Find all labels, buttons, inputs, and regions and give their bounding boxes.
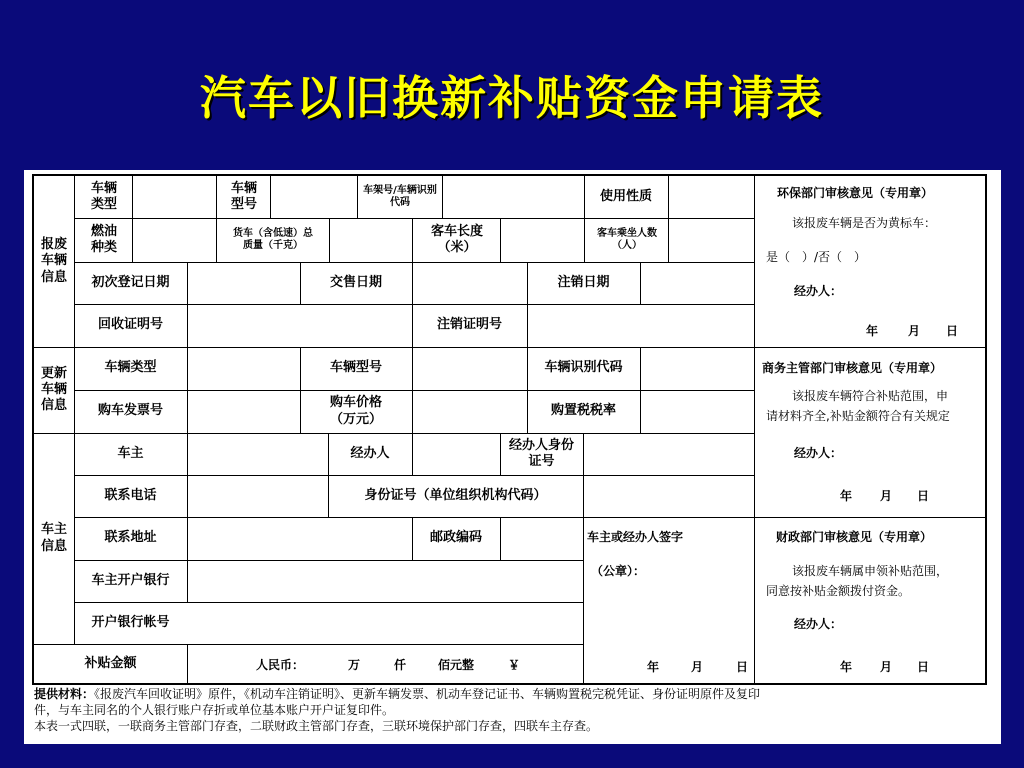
bank-label: 车主开户银行 [91,572,170,588]
subsidy-qian: 仟 [394,658,407,672]
footer-label: 提供材料： [34,687,95,701]
scrap-cancel-cert-label: 注销证明号 [436,317,502,333]
scrap-first-reg-label: 初次登记日期 [91,274,170,290]
env-question: 该报废车辆是否为黄标车： [792,216,937,230]
subsidy-yen: ￥ [508,658,521,672]
scrap-bus-length-label: 客车长度（米） [430,223,483,255]
agent-id-label: 经办人身份证号 [508,437,574,469]
subsidy-rmb: 人民币： [256,658,305,672]
commerce-text1: 该报废车辆符合补贴范围，申 [792,389,949,403]
new-price-label: 购车价格（万元） [329,395,382,427]
commerce-year: 年 [840,489,853,503]
finance-agent: 经办人： [794,617,843,631]
finance-day: 日 [917,660,930,674]
scrap-vehicle-type-label: 车辆类型 [90,180,117,212]
finance-month: 月 [880,660,893,674]
env-month: 月 [908,324,921,338]
env-title: 环保部门审核意见（专用章） [777,186,934,200]
application-form [32,174,987,685]
commerce-day: 日 [917,489,930,503]
sign-date-day: 日 [736,660,749,674]
scrap-use-nature-label: 使用性质 [599,188,652,204]
sign-date-month: 月 [691,660,704,674]
subsidy-label: 补贴金额 [84,656,137,672]
commerce-text2: 请材料齐全,补贴金额符合有关规定 [766,409,950,423]
new-vin-label: 车辆识别代码 [544,360,623,376]
sign-label: 车主或经办人签字 [587,530,684,544]
postcode-label: 邮政编码 [429,530,482,546]
scrap-fuel-type-label: 燃油种类 [90,223,117,255]
scrap-recycle-cert-label: 回收证明号 [97,317,163,333]
account-label: 开户银行帐号 [91,614,170,630]
footer-line-2: 件，与车主同名的个人银行账户存折或单位基本账户开户证复印件。 [34,703,395,717]
footer-notes [34,686,984,734]
env-year: 年 [866,324,879,338]
id-no-label: 身份证号（单位组织机构代码） [364,487,547,503]
scrap-truck-weight-label: 货车（含低速）总质量（千克） [233,227,313,251]
phone-label: 联系电话 [104,487,157,503]
agent-label: 经办人 [350,445,390,461]
scrap-bus-seats-label: 客车乘坐人数（人） [597,227,657,251]
owner-label: 车主 [117,445,144,461]
commerce-title: 商务主管部门审核意见（专用章） [762,361,943,375]
subsidy-wan: 万 [348,658,361,672]
commerce-agent: 经办人： [794,446,843,460]
scrap-vin-label: 车架号/车辆识别代码 [363,184,437,208]
section-owner-label: 车主信息 [40,522,67,554]
subsidy-bai: 佰元整 [438,658,475,672]
commerce-month: 月 [880,489,893,503]
finance-title: 财政部门审核意见（专用章） [776,530,933,544]
scrap-cancel-date-label: 注销日期 [557,274,610,290]
finance-text2: 同意按补贴金额拨付资金。 [766,584,911,598]
env-yesno: 是（ ）/否（ ） [766,250,867,264]
new-vehicle-type-label: 车辆类型 [104,360,157,376]
new-tax-rate-label: 购置税税率 [550,403,616,419]
section-scrap-label: 报废车辆信息 [40,237,67,285]
new-invoice-label: 购车发票号 [97,403,163,419]
new-vehicle-model-label: 车辆型号 [329,360,382,376]
footer-line-3: 本表一式四联，一联商务主管部门存查，二联财政主管部门存查，三联环境保护部门存查，四联车主存查。 [34,719,599,733]
seal-label: （公章）： [591,564,646,578]
sign-date-year: 年 [647,660,660,674]
page-title: 汽车以旧换新补贴资金申请表 [200,71,824,125]
env-day: 日 [946,324,959,338]
scrap-vehicle-model-label: 车辆型号 [230,180,257,212]
scrap-delivery-date-label: 交售日期 [329,274,382,290]
footer-text-1: 《报废汽车回收证明》原件，《机动车注销证明》、更新车辆发票、机动车登记证书、车辆购置税完税凭证、身份证明原件及复印 [94,687,761,701]
finance-text1: 该报废车辆属申领补贴范围， [792,564,949,578]
section-new-label: 更新车辆信息 [40,365,67,414]
finance-year: 年 [840,660,853,674]
footer-line-1 [34,686,984,702]
address-label: 联系地址 [104,530,157,546]
env-agent: 经办人： [794,284,843,298]
